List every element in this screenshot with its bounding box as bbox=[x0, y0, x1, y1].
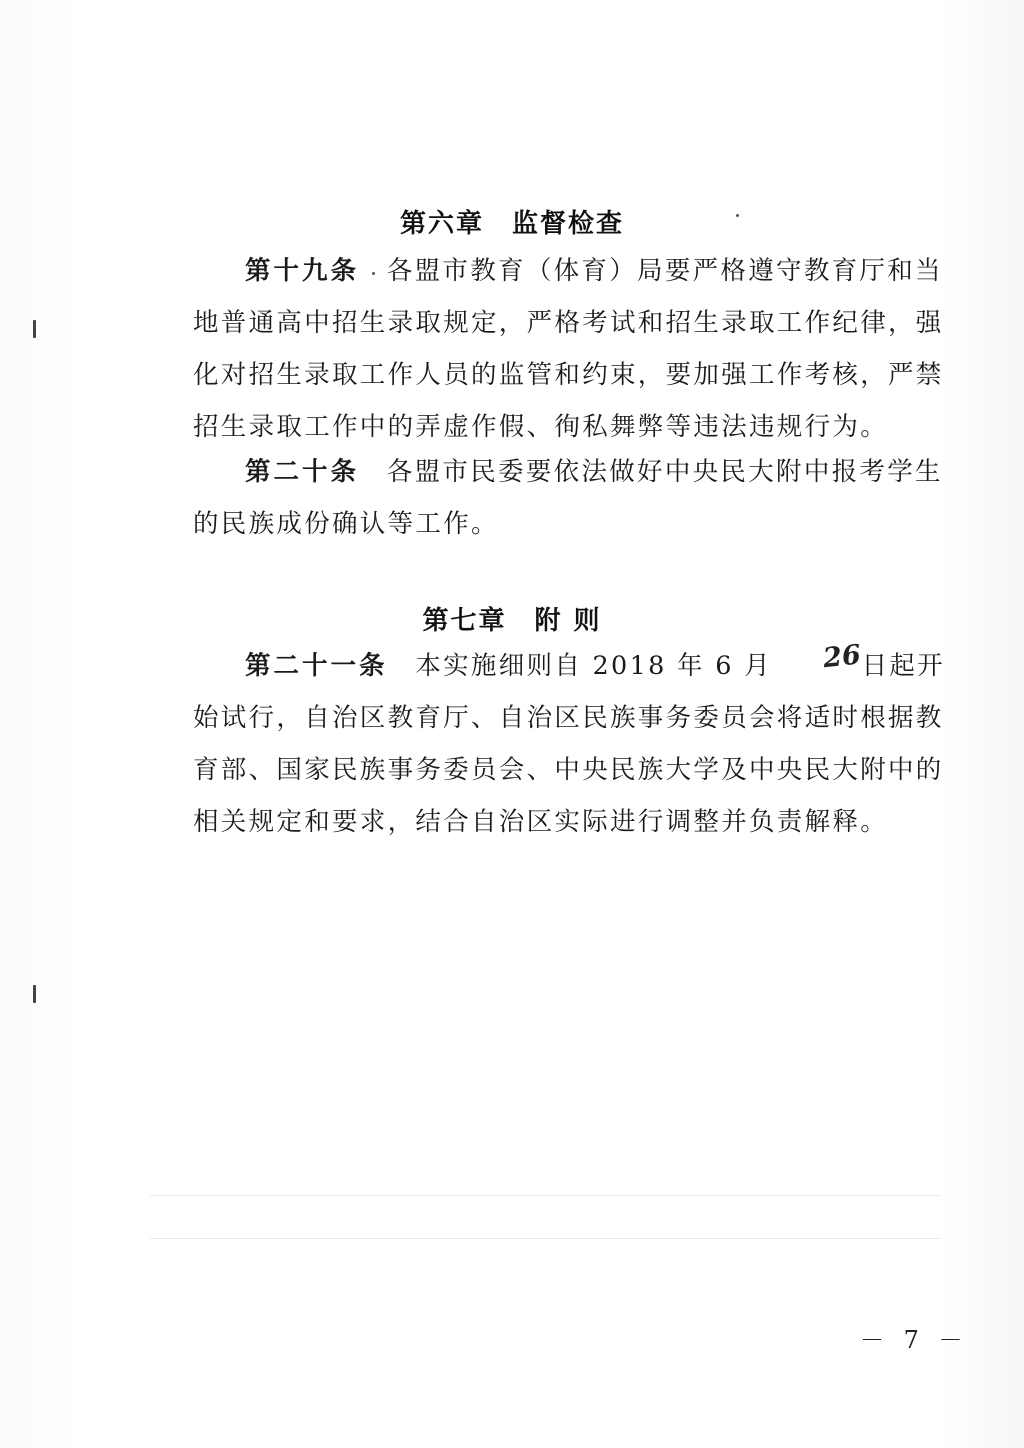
chapter-6-heading: 第六章 监督检查 bbox=[399, 209, 624, 239]
article-20-paragraph bbox=[193, 446, 953, 550]
article-19-number: 第十九条 bbox=[245, 256, 360, 286]
chapter-7-heading: 第七章 附 则 bbox=[422, 606, 602, 636]
article-19-paragraph bbox=[193, 245, 953, 453]
show-through-rule bbox=[150, 1238, 940, 1239]
binding-mark bbox=[33, 320, 36, 338]
article-20-number: 第二十条 bbox=[245, 457, 360, 487]
article-21-number: 第二十一条 bbox=[245, 651, 388, 681]
binding-mark bbox=[33, 985, 36, 1003]
article-21-text-end: 日起开始试行，自治区教育厅、自治区民族事务委员会将适时根据教育部、国家民族事务委员会、中央民族大学及中央民大附中的相关规定和要求，结合自治区实际进行调整并负责解释。 bbox=[193, 651, 945, 837]
handwritten-date: 26 bbox=[821, 639, 863, 675]
article-20-text: 各盟市民委要依法做好中央民大附中报考学生的民族成份确认等工作。 bbox=[193, 457, 943, 539]
page-number: － 7 － bbox=[860, 1326, 969, 1354]
article-21-text-start: 本实施细则自 2018 年 6 月 bbox=[415, 651, 772, 681]
article-21-paragraph bbox=[193, 640, 953, 848]
show-through-rule bbox=[150, 1195, 940, 1196]
article-19-text: 各盟市教育（体育）局要严格遵守教育厅和当地普通高中招生录取规定，严格考试和招生录取工作纪律，强化对招生录取工作人员的监管和约束，要加强工作考核，严禁招生录取工作中的弄虚作假、徇私舞弊等违法违规行为。 bbox=[193, 256, 944, 442]
